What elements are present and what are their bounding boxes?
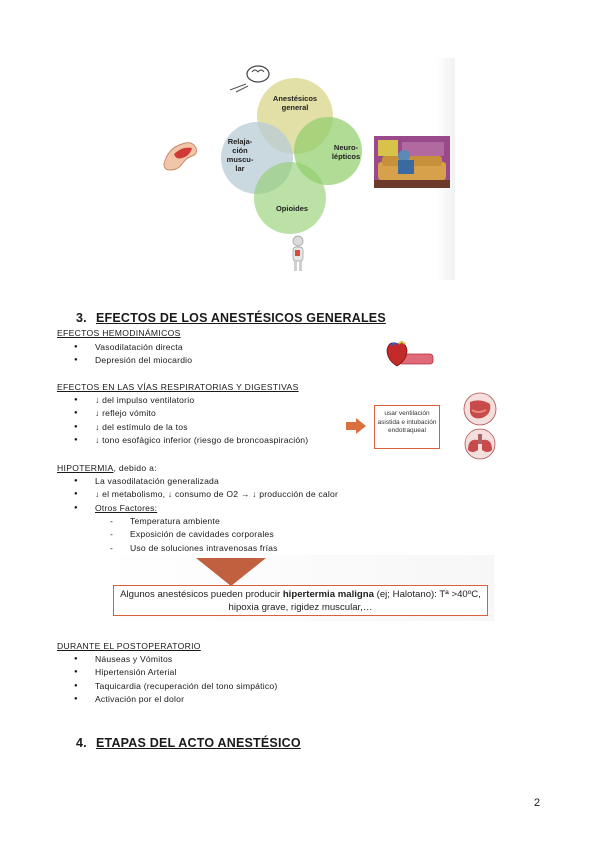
- list-item: ● Taquicardia (recuperación del tono simpático): [57, 680, 397, 693]
- hipotermia-heading: [57, 463, 157, 473]
- ventilation-note: usar ventilación asistida e intubación endotraqueal: [374, 405, 440, 449]
- list-item: ● ↓ tono esofágico inferior (riesgo de broncoaspiración): [57, 434, 387, 447]
- section-4-number: 4.: [76, 736, 87, 750]
- otros-factores-list: [57, 515, 377, 555]
- person-iv-icon: [286, 235, 310, 273]
- section-4-heading: [76, 736, 301, 750]
- list-item: - Exposición de cavidades corporales: [57, 528, 377, 541]
- list-item: ● La vasodilatación generalizada: [57, 475, 397, 488]
- list-item: ● ↓ el metabolismo, ↓ consumo de O2 → ↓ producción de calor: [57, 488, 397, 501]
- section-3-title: EFECTOS DE LOS ANESTÉSICOS GENERALES: [96, 311, 386, 325]
- respiratorias-list: [57, 394, 387, 448]
- list-item: ● ↓ del estímulo de la tos: [57, 421, 387, 434]
- list-item: - Temperatura ambiente: [57, 515, 377, 528]
- list-item: ● ↓ reflejo vómito: [57, 407, 387, 420]
- hipotermia-list: [57, 475, 397, 515]
- section-4-title: ETAPAS DEL ACTO ANESTÉSICO: [96, 736, 301, 750]
- list-item: ● ↓ del impulso ventilatorio: [57, 394, 387, 407]
- list-item: ● Activación por el dolor: [57, 693, 397, 706]
- list-item: - Uso de soluciones intravenosas frías: [57, 542, 377, 555]
- venn-label-top: Anestésicos general: [272, 94, 318, 112]
- list-item: ● Depresión del miocardio: [57, 354, 377, 367]
- brain-sketch-icon: [226, 62, 274, 94]
- callout-text-post: (ej; Halotano): Tª >40ºC, hipoxia grave, rigidez muscular,…: [228, 589, 481, 613]
- right-arrow-icon: [346, 418, 366, 434]
- muscle-arm-icon: [160, 134, 208, 174]
- venn-label-right: Neuro-lépticos: [331, 143, 361, 161]
- lungs-icon: [460, 428, 500, 460]
- otros-factores-label: Otros Factores:: [95, 502, 158, 513]
- venn-label-bottom: Opioides: [275, 204, 309, 213]
- heart-icon: [383, 340, 435, 370]
- callout-text-bold: hipertermia maligna: [282, 589, 374, 600]
- postoperatorio-heading: DURANTE EL POSTOPERATORIO: [57, 641, 201, 651]
- respiratorias-heading: EFECTOS EN LAS VÍAS RESPIRATORIAS Y DIGESTIVAS: [57, 382, 299, 392]
- list-item: ● Vasodilatación directa: [57, 341, 377, 354]
- callout-text-pre: Algunos anestésicos pueden producir: [120, 589, 283, 600]
- postoperatorio-list: [57, 653, 397, 707]
- hemodinamicos-heading: EFECTOS HEMODINÁMICOS: [57, 328, 181, 338]
- section-3-heading: [76, 311, 386, 325]
- hipertermia-callout: [113, 585, 488, 616]
- list-item: ● Hipertensión Arterial: [57, 666, 397, 679]
- digestive-system-icon: [460, 392, 500, 426]
- venn-label-left: Relaja-ción muscu-lar: [226, 137, 254, 173]
- hipotermia-title: HIPOTERMIA: [57, 463, 114, 473]
- list-item: [57, 502, 397, 515]
- list-item: ● Náuseas y Vómitos: [57, 653, 397, 666]
- down-arrow-icon: [196, 558, 266, 586]
- section-3-number: 3.: [76, 311, 87, 325]
- hemodinamicos-list: [57, 341, 377, 368]
- page-number: 2: [534, 797, 541, 809]
- venn-circle-opioides: [254, 162, 326, 234]
- sofa-person-icon: [374, 136, 450, 188]
- hipotermia-suffix: , debido a:: [113, 463, 157, 473]
